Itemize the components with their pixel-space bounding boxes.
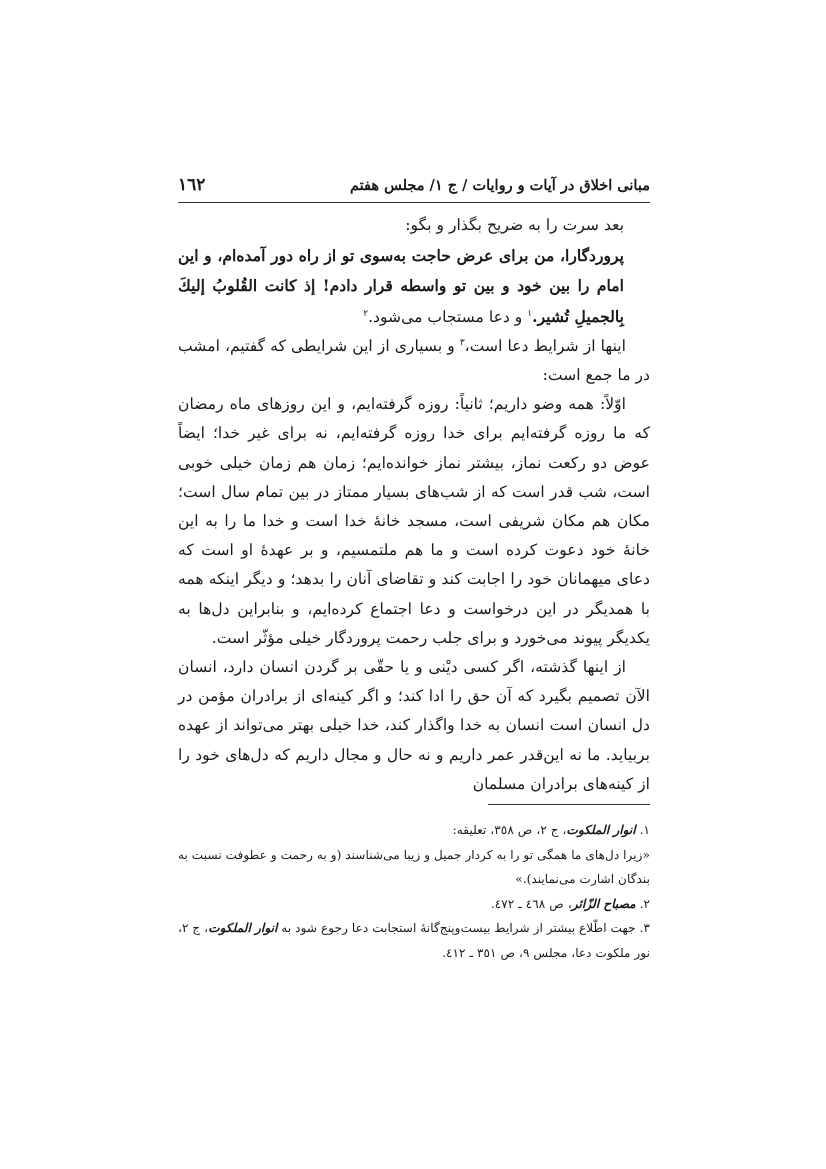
quote-intro: بعد سرت را به ضریح بگذار و بگو: bbox=[405, 216, 624, 234]
footnote-3-ref: ، ج ٢، نور ملکوت دعا، مجلس ٩، ص ٣٥١ ـ ٤١٢. bbox=[178, 921, 650, 960]
footnote-2-source: مصباح الزّائر bbox=[571, 896, 636, 911]
footnote-1 bbox=[178, 818, 650, 843]
footnote-1-number: ١. bbox=[635, 823, 650, 837]
prayer-result: و دعا مستجاب می‌شود. bbox=[368, 307, 528, 326]
paragraph-1-start: اینها از شرایط دعا است، bbox=[464, 336, 626, 355]
footnote-ref-2[interactable]: ٢ bbox=[363, 308, 369, 319]
footnote-2 bbox=[178, 892, 650, 917]
footnote-3 bbox=[178, 916, 650, 965]
footnote-3-text: ٣. جهت اطّلاع بیشتر از شرایط بیست‌وپنج‌گانهٔ استجابت دعا رجوع شود به bbox=[277, 921, 650, 935]
footnote-3-source: انوار الملکوت bbox=[208, 921, 278, 935]
footnote-2-ref: ، ص ٤٦٨ ـ ٤٧٢. bbox=[490, 896, 572, 911]
main-text bbox=[178, 210, 650, 799]
footnote-ref-1[interactable]: ١ bbox=[527, 308, 533, 319]
header-divider bbox=[178, 202, 650, 203]
paragraph-2: اوّلاً: همه وضو داریم؛ ثانیاً: روزه گرفته‌ایم، و این روزهای ماه رمضان که ما روزه گرفته‌ایم برای خدا روزه گرفته‌ایم، نه برای غیر خدا؛ ایضاً عوض دو رکعت نماز، بیشتر نماز خوانده‌ایم؛ زمان هم زمان خیلی خوبی است، شب قدر است که از شب‌های بسیار ممتاز در بین تمام سال است؛ مکان هم مکان شریفی است، مسجد خانهٔ خدا است و خدا ما را به این خانهٔ خود دعوت کرده است و ما هم ملتمسیم، و بر عهدهٔ او است که دعای میهمانان خود را اجابت کند و تقاضای آنان را بدهد؛ و دیگر اینکه همه با همدیگر در این درخواست و دعا اجتماع کرده‌ایم، و بنابراین دل‌ها به یکدیگر پیوند می‌خورد و برای جلب رحمت پروردگار خیلی مؤثّر است. bbox=[178, 395, 650, 647]
page-number: ١٦٢ bbox=[178, 175, 206, 195]
paragraph-3: از اینها گذشته، اگر کسی دیْنی و یا حقّی بر گردن انسان دارد، انسان الآن تصمیم بگیرد که آن حق را ادا کند؛ و اگر کینه‌ای از برادران مؤمن در دل انسان است انسان به خدا واگذار کند، خدا خیلی بهتر می‌تواند از عهده بربیاید. ما نه این‌قدر عمر داریم و نه حال و مجال داریم که دل‌های خود را از کینه‌های برادران مسلمان bbox=[178, 658, 650, 793]
paragraph-1-end: و بسیاری از این شرایطی که گفتیم، امشب در ما جمع است: bbox=[178, 336, 650, 385]
footnote-1-source: انوار الملکوت bbox=[566, 823, 636, 837]
footnotes bbox=[178, 818, 650, 965]
footnote-1-translation: «زیرا دل‌های ما همگی تو را به کردار جمیل و زیبا می‌شناسند (و به رحمت و عطوفت نسبت به بندگان اشارت می‌نمایند).» bbox=[178, 847, 650, 886]
running-header bbox=[178, 175, 650, 201]
prayer-block bbox=[178, 241, 650, 332]
book-title: مبانی اخلاق در آیات و روایات / ج ١/ مجلس هفتم bbox=[350, 177, 650, 194]
footnote-1-ref: ، ج ٢، ص ٣٥٨، تعلیقه: bbox=[452, 823, 567, 837]
footnote-ref-3[interactable]: ٣ bbox=[459, 337, 465, 348]
paragraph-1 bbox=[178, 332, 650, 390]
arabic-phrase: إذ کانت القُلوبُ إلیكَ بِالجمیلِ تُشیر. bbox=[178, 276, 624, 326]
footnote-2-number: ٢. bbox=[635, 896, 650, 911]
prayer-text: پروردگارا، من برای عرض حاجت به‌سوی تو از راه دور آمده‌ام، و این امام را بین خود و بین تو واسطه قرار دادم! bbox=[178, 246, 624, 296]
footnote-divider bbox=[488, 804, 650, 805]
